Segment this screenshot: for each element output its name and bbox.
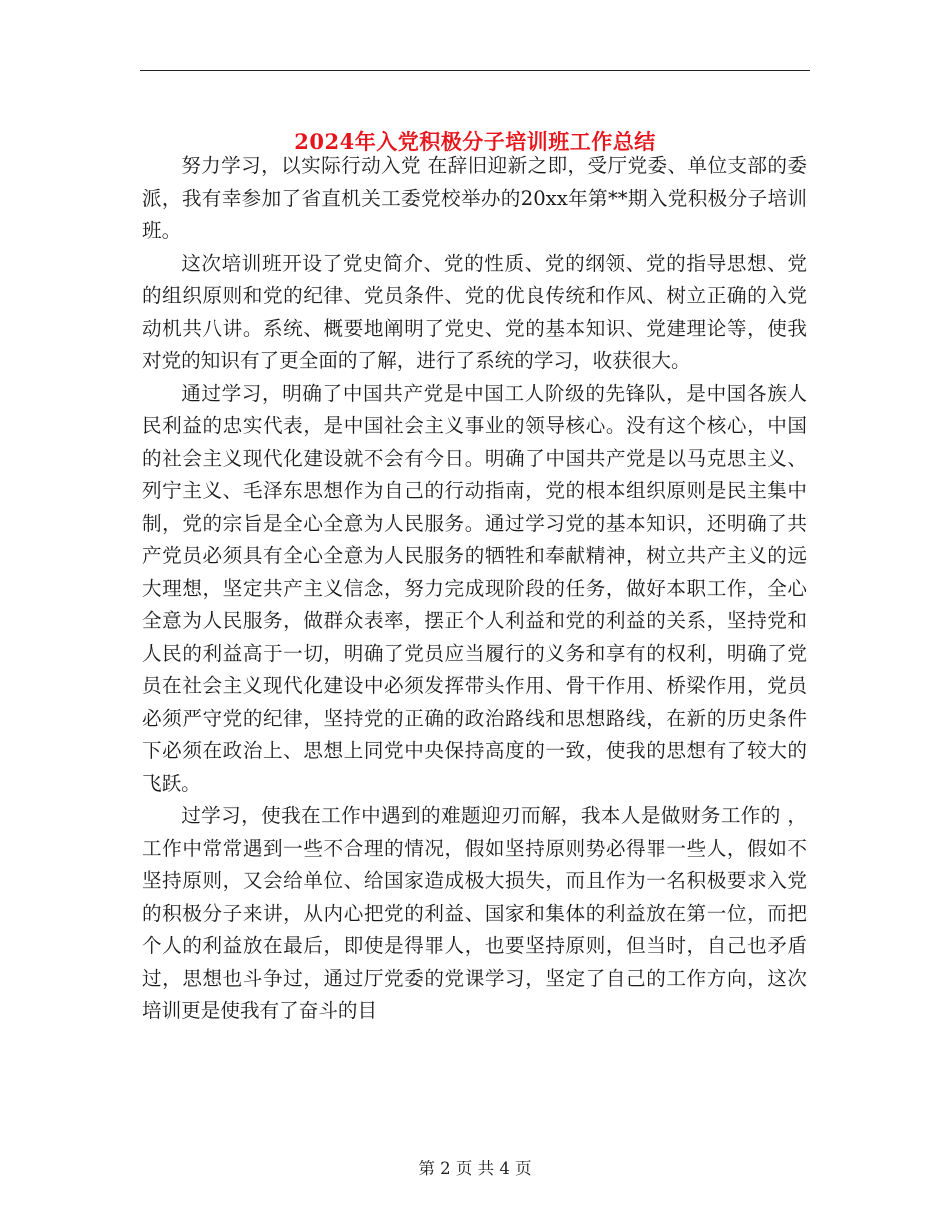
document-title: 2024年入党积极分子培训班工作总结 (294, 129, 656, 155)
paragraph-2: 这次培训班开设了党史简介、党的性质、党的纲领、党的指导思想、党的组织原则和党的纪律、党员条件、党的优良传统和作风、树立正确的入党动机共八讲。系统、概要地阐明了党史、党的基本知识、党建理论等，使我对党的知识有了更全面的了解，进行了系统的学习，收获很大。 (142, 251, 807, 372)
paragraph-3: 通过学习，明确了中国共产党是中国工人阶级的先锋队，是中国各族人民利益的忠实代表，是中国社会主义事业的领导核心。没有这个核心，中国的社会主义现代化建设就不会有今日。明确了中国共产党是以马克思主义、列宁主义、毛泽东思想作为自己的行动指南，党的根本组织原则是民主集中制，党的宗旨是全心全意为人民服务。通过学习党的基本知识，还明确了共产党员必须具有全心全意为人民服务的牺牲和奉献精神，树立共产主义的远大理想，坚定共产主义信念，努力完成现阶段的任务，做好本职工作，全心全意为人民服务，做群众表率，摆正个人利益和党的利益的关系，坚持党和人民的利益高于一切，明确了党员应当履行的义务和享有的权利，明确了党员在社会主义现代化建设中必须发挥带头作用、骨干作用、桥梁作用，党员必须严守党的纪律，坚持党的正确的政治路线和思想路线，在新的历史条件下必须在政治上、思想上同党中央保持高度的一致，使我的思想有了较大的飞跃。 (142, 381, 807, 795)
document-body (142, 150, 807, 1028)
paragraph-1: 努力学习，以实际行动入党 在辞旧迎新之即，受厅党委、单位支部的委派，我有幸参加了省直机关工委党校举办的20xx年第**期入党积极分子培训班。 (142, 154, 807, 242)
header-rule (140, 70, 810, 71)
paragraph-4: 过学习，使我在工作中遇到的难题迎刃而解，我本人是做财务工作的 ，工作中常常遇到一些不合理的情况，假如坚持原则势必得罪一些人，假如不坚持原则，又会给单位、给国家造成极大损失，而且作为一名积极要求入党的积极分子来讲，从内心把党的利益、国家和集体的利益放在第一位，而把个人的利益放在最后，即使是得罪人，也要坚持原则，但当时，自己也矛盾过，思想也斗争过，通过厅党委的党课学习，坚定了自己的工作方向，这次培训更是使我有了奋斗的目 (142, 804, 807, 1022)
page-footer: 第 2 页 共 4 页 (418, 1159, 532, 1178)
